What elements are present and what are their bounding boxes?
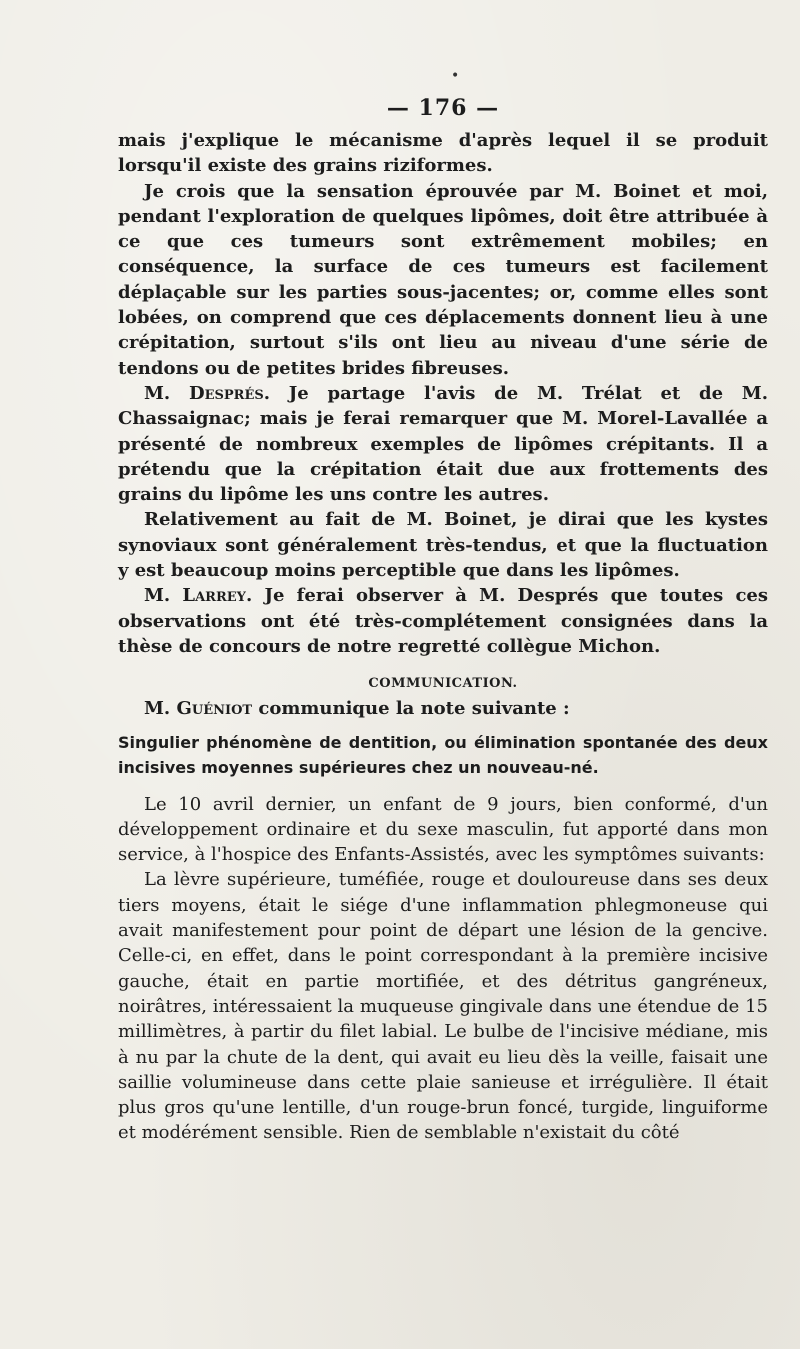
book-page <box>118 68 768 1146</box>
gueniot-text: communique la note suivante : <box>258 698 570 720</box>
larrey-remark <box>118 583 768 659</box>
ink-dot: • <box>451 68 460 84</box>
gueniot-intro <box>118 696 768 721</box>
top-section <box>118 128 768 722</box>
body-paragraph-2: La lèvre supérieure, tuméfiée, rouge et douloureuse dans ses deux tiers moyens, était le siége d'une inflammation phlegmoneuse qui avait manifestement pour point de départ une lésion de la gencive. Celle-ci, en effet, dans le point correspondant à la première incisive gauche, était en partie mortifiée, et des détritus gangréneux, noirâtres, intéressaient la muqueuse gingivale dans une étendue de 15 millimètres, à partir du filet labial. Le bulbe de l'incisive médiane, mis à nu par la chute de la dent, qui avait eu lieu dès la veille, faisait une saillie volumineuse dans cette plaie sanieuse et irrégulière. Il était plus gros qu'une lentille, d'un rouge-brun foncé, turgide, linguiforme et modérément sensible. Rien de semblable n'existait du côté <box>118 869 768 1144</box>
speaker-prefix: M. <box>144 382 171 404</box>
despres-remark-continued: Relativement au fait de M. Boinet, je dirai que les kystes synoviaux sont généralement très-tendus, et que la fluctuation y est beaucoup moins perceptible que dans les lipômes. <box>118 509 768 582</box>
speaker-name: Larrey. <box>182 585 253 607</box>
speaker-name: Guéniot <box>176 698 253 720</box>
page-number: — 176 — <box>386 95 500 121</box>
paragraph-2: Je crois que la sensation éprouvée par M. Boinet et moi, pendant l'exploration de quelques lipômes, doit être attribuée à ce que ces tumeurs sont extrêmement mobiles; en conséquence, la surface de ces tumeurs est facilement déplaçable sur les parties sous-jacentes; or, comme elles sont lobées, on comprend que ces déplacements donnent lieu à une crépitation, surtout s'ils ont lieu au niveau d'une série de tendons ou de petites brides fibreuses. <box>118 180 768 379</box>
larrey-text: Je ferai observer à M. Després que toutes ces observations ont été très-complétement consignées dans la thèse de concours de notre regretté collègue Michon. <box>118 585 768 657</box>
paragraph-1: mais j'explique le mécanisme d'après lequel il se produit lorsqu'il existe des grains riziformes. <box>118 130 768 177</box>
speaker-prefix: M. <box>144 698 171 720</box>
body-paragraph-1: Le 10 avril dernier, un enfant de 9 jours, bien conformé, d'un développement ordinaire et du sexe masculin, fut apporté dans mon service, à l'hospice des Enfants-Assistés, avec les symptômes suivants: <box>118 793 768 866</box>
despres-remark <box>118 381 768 507</box>
despres-text: Je partage l'avis de M. Trélat et de M. Chassaignac; mais je ferai remarquer que M. Morel-Lavallée a présenté de nombreux exemples de lipômes crépitants. Il a prétendu que la crépitation était due aux frottements des grains du lipôme les uns contre les autres. <box>118 382 768 506</box>
section-heading: COMMUNICATION. <box>368 676 518 692</box>
speaker-prefix: M. <box>144 585 171 607</box>
article-title: Singulier phénomène de dentition, ou élimination spontanée des deux incisives moyennes supérieures chez un nouveau-né. <box>118 732 768 777</box>
speaker-name: Després. <box>188 382 271 404</box>
